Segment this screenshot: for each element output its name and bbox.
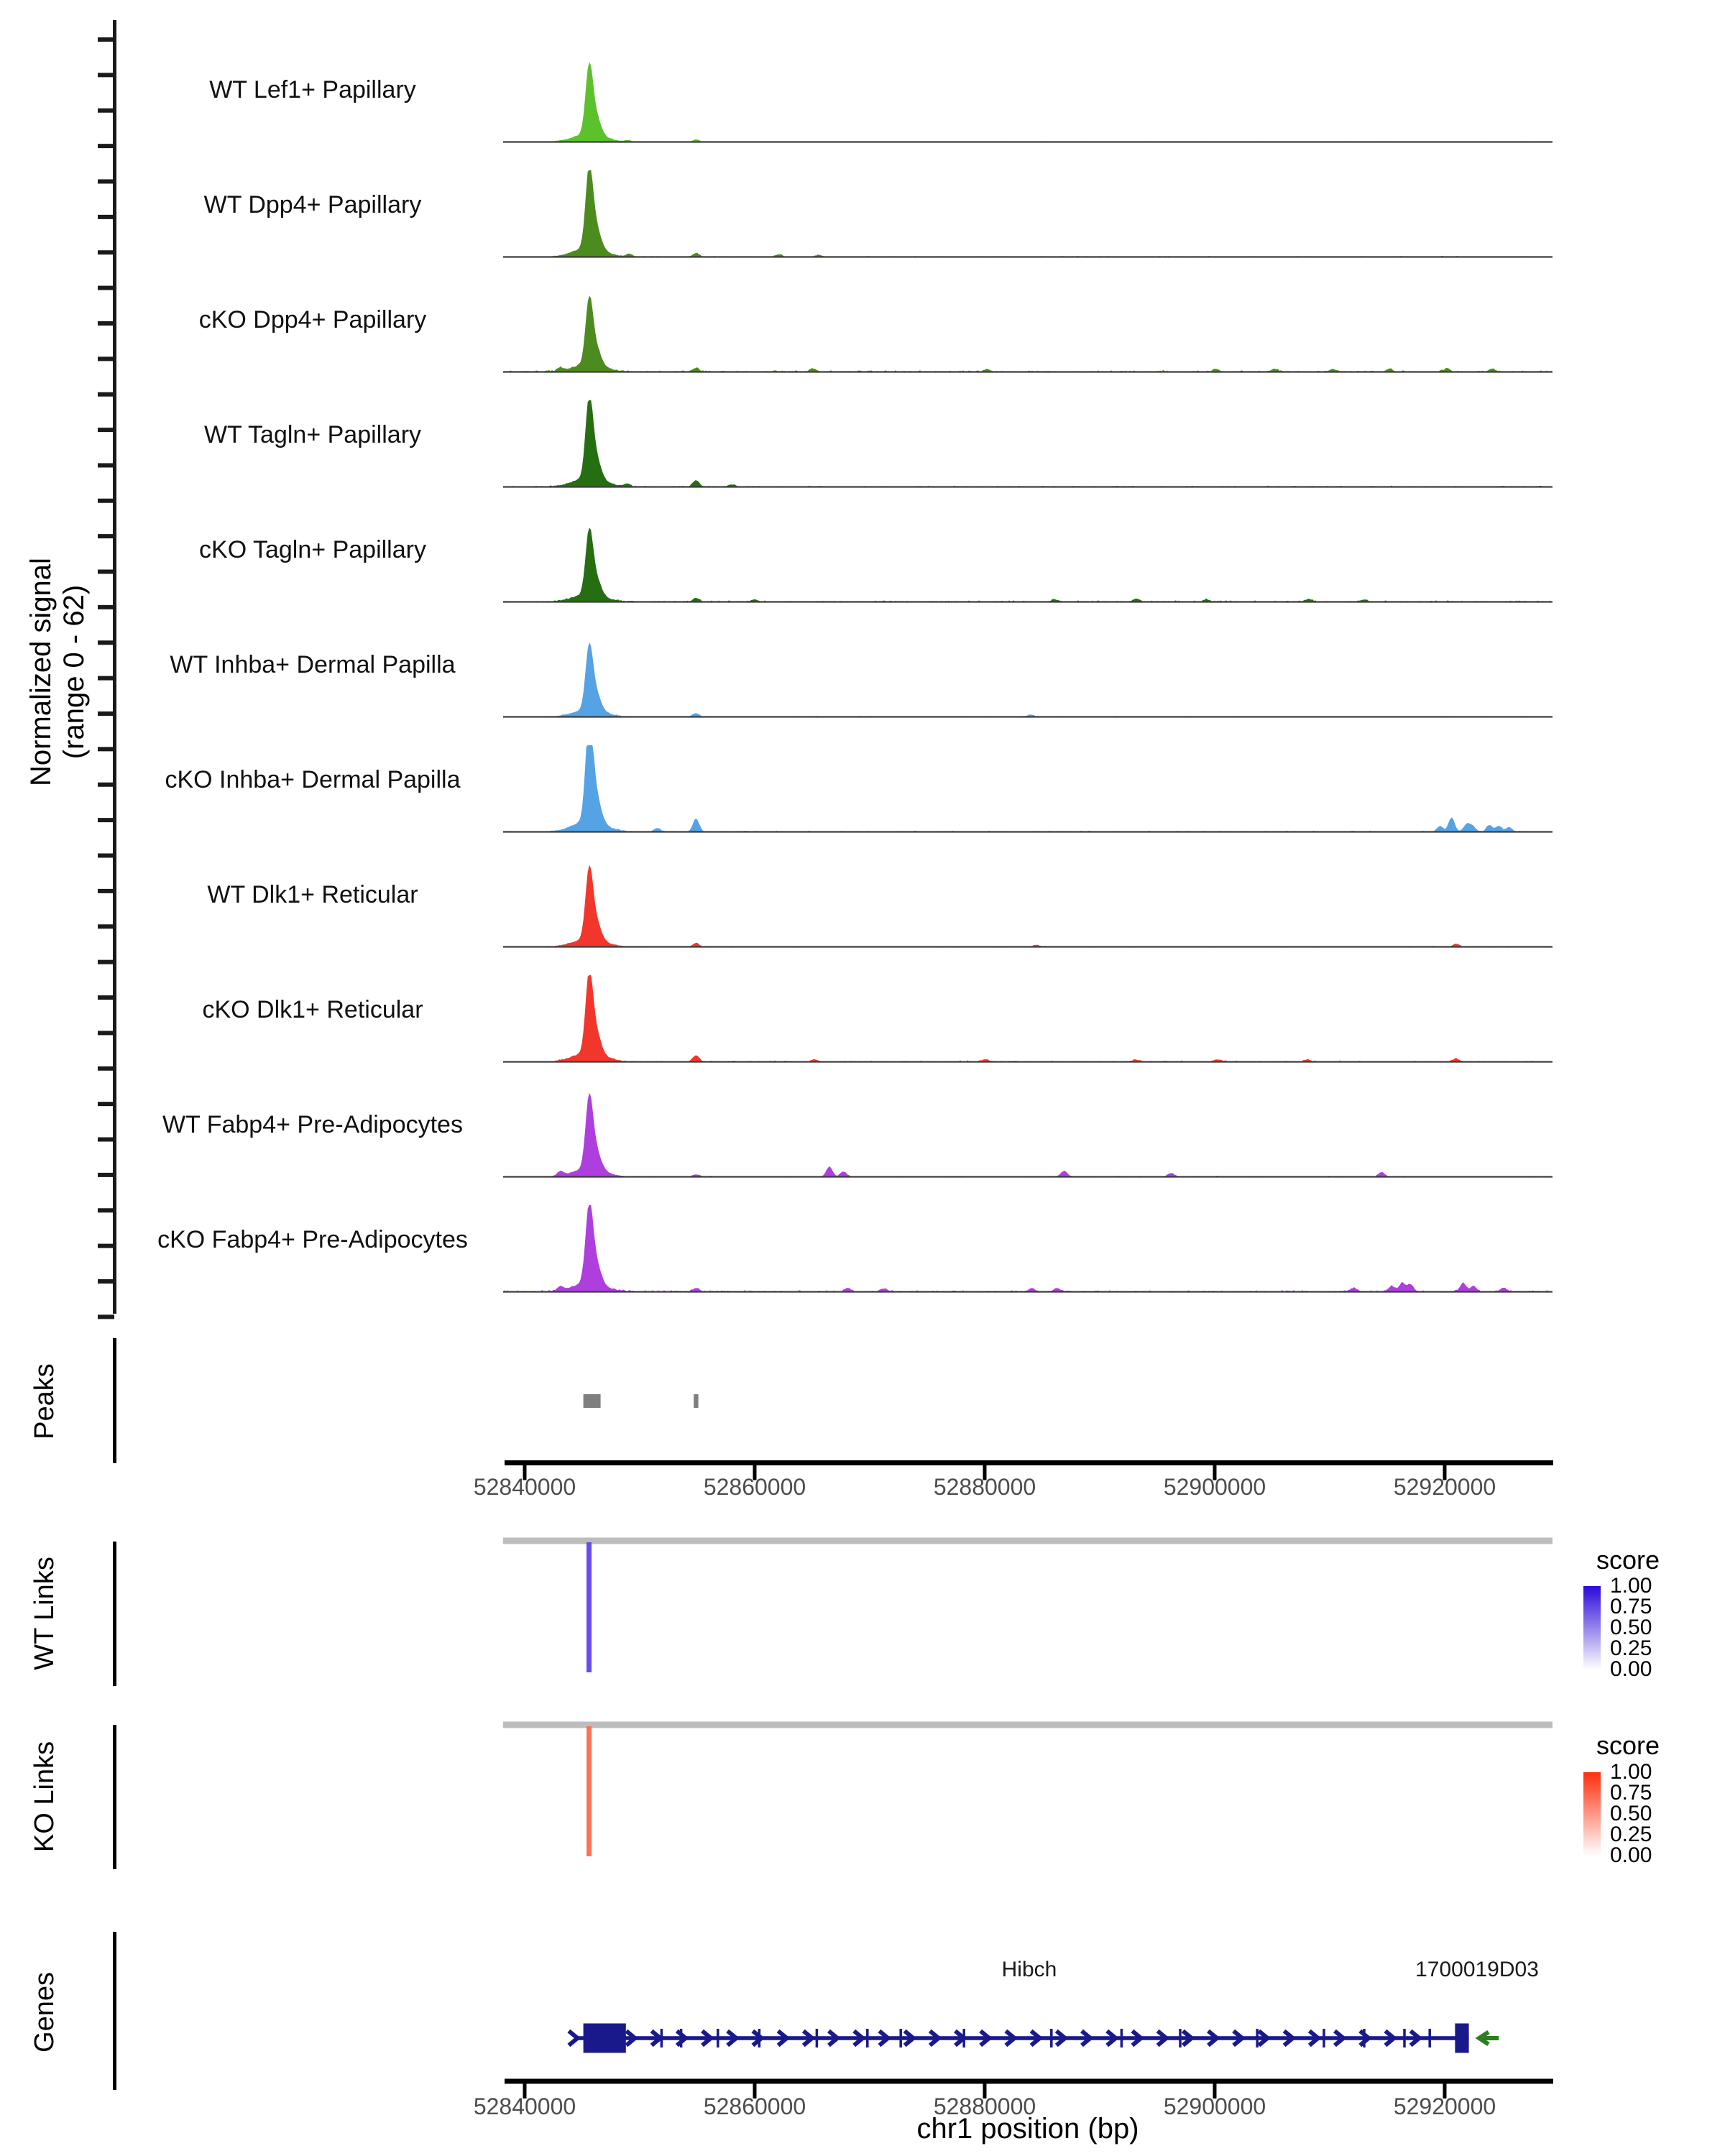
signal-track-wt-dlk1: [503, 857, 1552, 950]
signal-y-axis-label-line2: (range 0 - 62): [58, 584, 90, 760]
signal-track-cko-tagln: [503, 512, 1552, 605]
gene-axis-tick-52920000: 52920000: [1393, 2093, 1496, 2119]
gene-label-1700019d03: 1700019D03: [1415, 1958, 1539, 1981]
wt-score-tick-100: 1.00: [1610, 1574, 1652, 1598]
signal-track-wt-lef1: [503, 52, 1552, 145]
signal-track-cko-dlk1: [503, 972, 1552, 1065]
gene-axis-tick-52900000: 52900000: [1163, 2093, 1266, 2119]
ko-score-tick-050: 0.50: [1610, 1802, 1652, 1825]
track-label-wt-dlk1: WT Dlk1+ Reticular: [207, 881, 418, 908]
track-label-wt-fabp4: WT Fabp4+ Pre-Adipocytes: [162, 1111, 463, 1138]
coverage-area: [505, 400, 1551, 487]
axis-tick-52920000: 52920000: [1393, 1474, 1496, 1500]
wt-link-line: [586, 1542, 592, 1672]
axis-tick-52860000: 52860000: [703, 1474, 806, 1500]
wt-links-section-label: WT Links: [29, 1557, 60, 1670]
coverage-area: [505, 1093, 1551, 1176]
track-label-wt-lef1: WT Lef1+ Papillary: [209, 76, 416, 103]
ko-score-tick-000: 0.00: [1610, 1843, 1652, 1867]
track-label-wt-tagln: WT Tagln+ Papillary: [203, 421, 422, 448]
ko-score-tick-025: 0.25: [1610, 1823, 1652, 1846]
gene-label-hibch: Hibch: [1001, 1958, 1057, 1981]
ko-score-tick-100: 1.00: [1610, 1760, 1652, 1784]
signal-track-cko-dpp4: [503, 282, 1552, 375]
track-label-cko-tagln: cKO Tagln+ Papillary: [199, 536, 426, 563]
signal-track-cko-fabp4: [503, 1202, 1552, 1295]
wt-score-colorbar: [1583, 1586, 1601, 1669]
peak-region-box: [584, 1394, 601, 1408]
wt-score-tick-025: 0.25: [1610, 1636, 1652, 1660]
gene-strand-arrow: [569, 2031, 577, 2045]
coverage-area: [505, 865, 1551, 946]
track-label-wt-inhba: WT Inhba+ Dermal Papilla: [170, 651, 456, 678]
gene-exon-box: [584, 2024, 626, 2053]
gene-axis-tick-52840000: 52840000: [473, 2093, 576, 2119]
track-label-cko-inhba: cKO Inhba+ Dermal Papilla: [165, 766, 461, 793]
axis-tick-52880000: 52880000: [933, 1474, 1036, 1500]
peak-region-box: [694, 1394, 698, 1408]
wt-score-tick-050: 0.50: [1610, 1616, 1652, 1639]
ko-score-colorbar: [1583, 1772, 1601, 1856]
coverage-area: [505, 170, 1551, 257]
track-label-cko-dlk1: cKO Dlk1+ Reticular: [202, 996, 423, 1023]
axis-tick-52840000: 52840000: [473, 1474, 576, 1500]
signal-track-wt-fabp4: [503, 1087, 1552, 1180]
ko-link-line: [586, 1726, 592, 1856]
gene-axis-tick-52880000: 52880000: [933, 2093, 1036, 2119]
wt-score-legend-title: score: [1596, 1545, 1660, 1575]
wt-score-tick-075: 0.75: [1610, 1595, 1652, 1618]
signal-y-axis-label: [22, 399, 93, 945]
gene-axis-tick-52860000: 52860000: [703, 2093, 806, 2119]
ko-score-tick-075: 0.75: [1610, 1781, 1652, 1805]
wt-score-tick-000: 0.00: [1610, 1657, 1652, 1681]
signal-track-wt-inhba: [503, 627, 1552, 720]
track-label-cko-fabp4: cKO Fabp4+ Pre-Adipocytes: [157, 1226, 468, 1253]
signal-track-cko-inhba: [503, 742, 1552, 835]
ko-links-section-label: KO Links: [29, 1741, 60, 1853]
signal-track-wt-tagln: [503, 397, 1552, 490]
genes-section-label: Genes: [29, 1972, 60, 2053]
signal-y-axis-label-line1: Normalized signal: [25, 558, 57, 786]
axis-tick-52900000: 52900000: [1163, 1474, 1266, 1500]
peaks-section-label: Peaks: [29, 1363, 60, 1439]
coverage-area: [505, 745, 1551, 832]
track-label-cko-dpp4: cKO Dpp4+ Papillary: [198, 306, 427, 333]
coverage-area: [505, 63, 1551, 142]
coverage-area: [505, 1205, 1551, 1292]
coverage-area: [505, 528, 1551, 602]
x-axis-title: chr1 position (bp): [916, 2113, 1139, 2145]
coverage-area: [505, 296, 1551, 372]
track-label-wt-dpp4: WT Dpp4+ Papillary: [203, 191, 422, 218]
coverage-area: [505, 642, 1551, 717]
ko-score-legend-title: score: [1596, 1731, 1660, 1760]
coverage-area: [505, 975, 1551, 1062]
gene-exon-box: [1455, 2024, 1468, 2053]
signal-track-wt-dpp4: [503, 167, 1552, 260]
